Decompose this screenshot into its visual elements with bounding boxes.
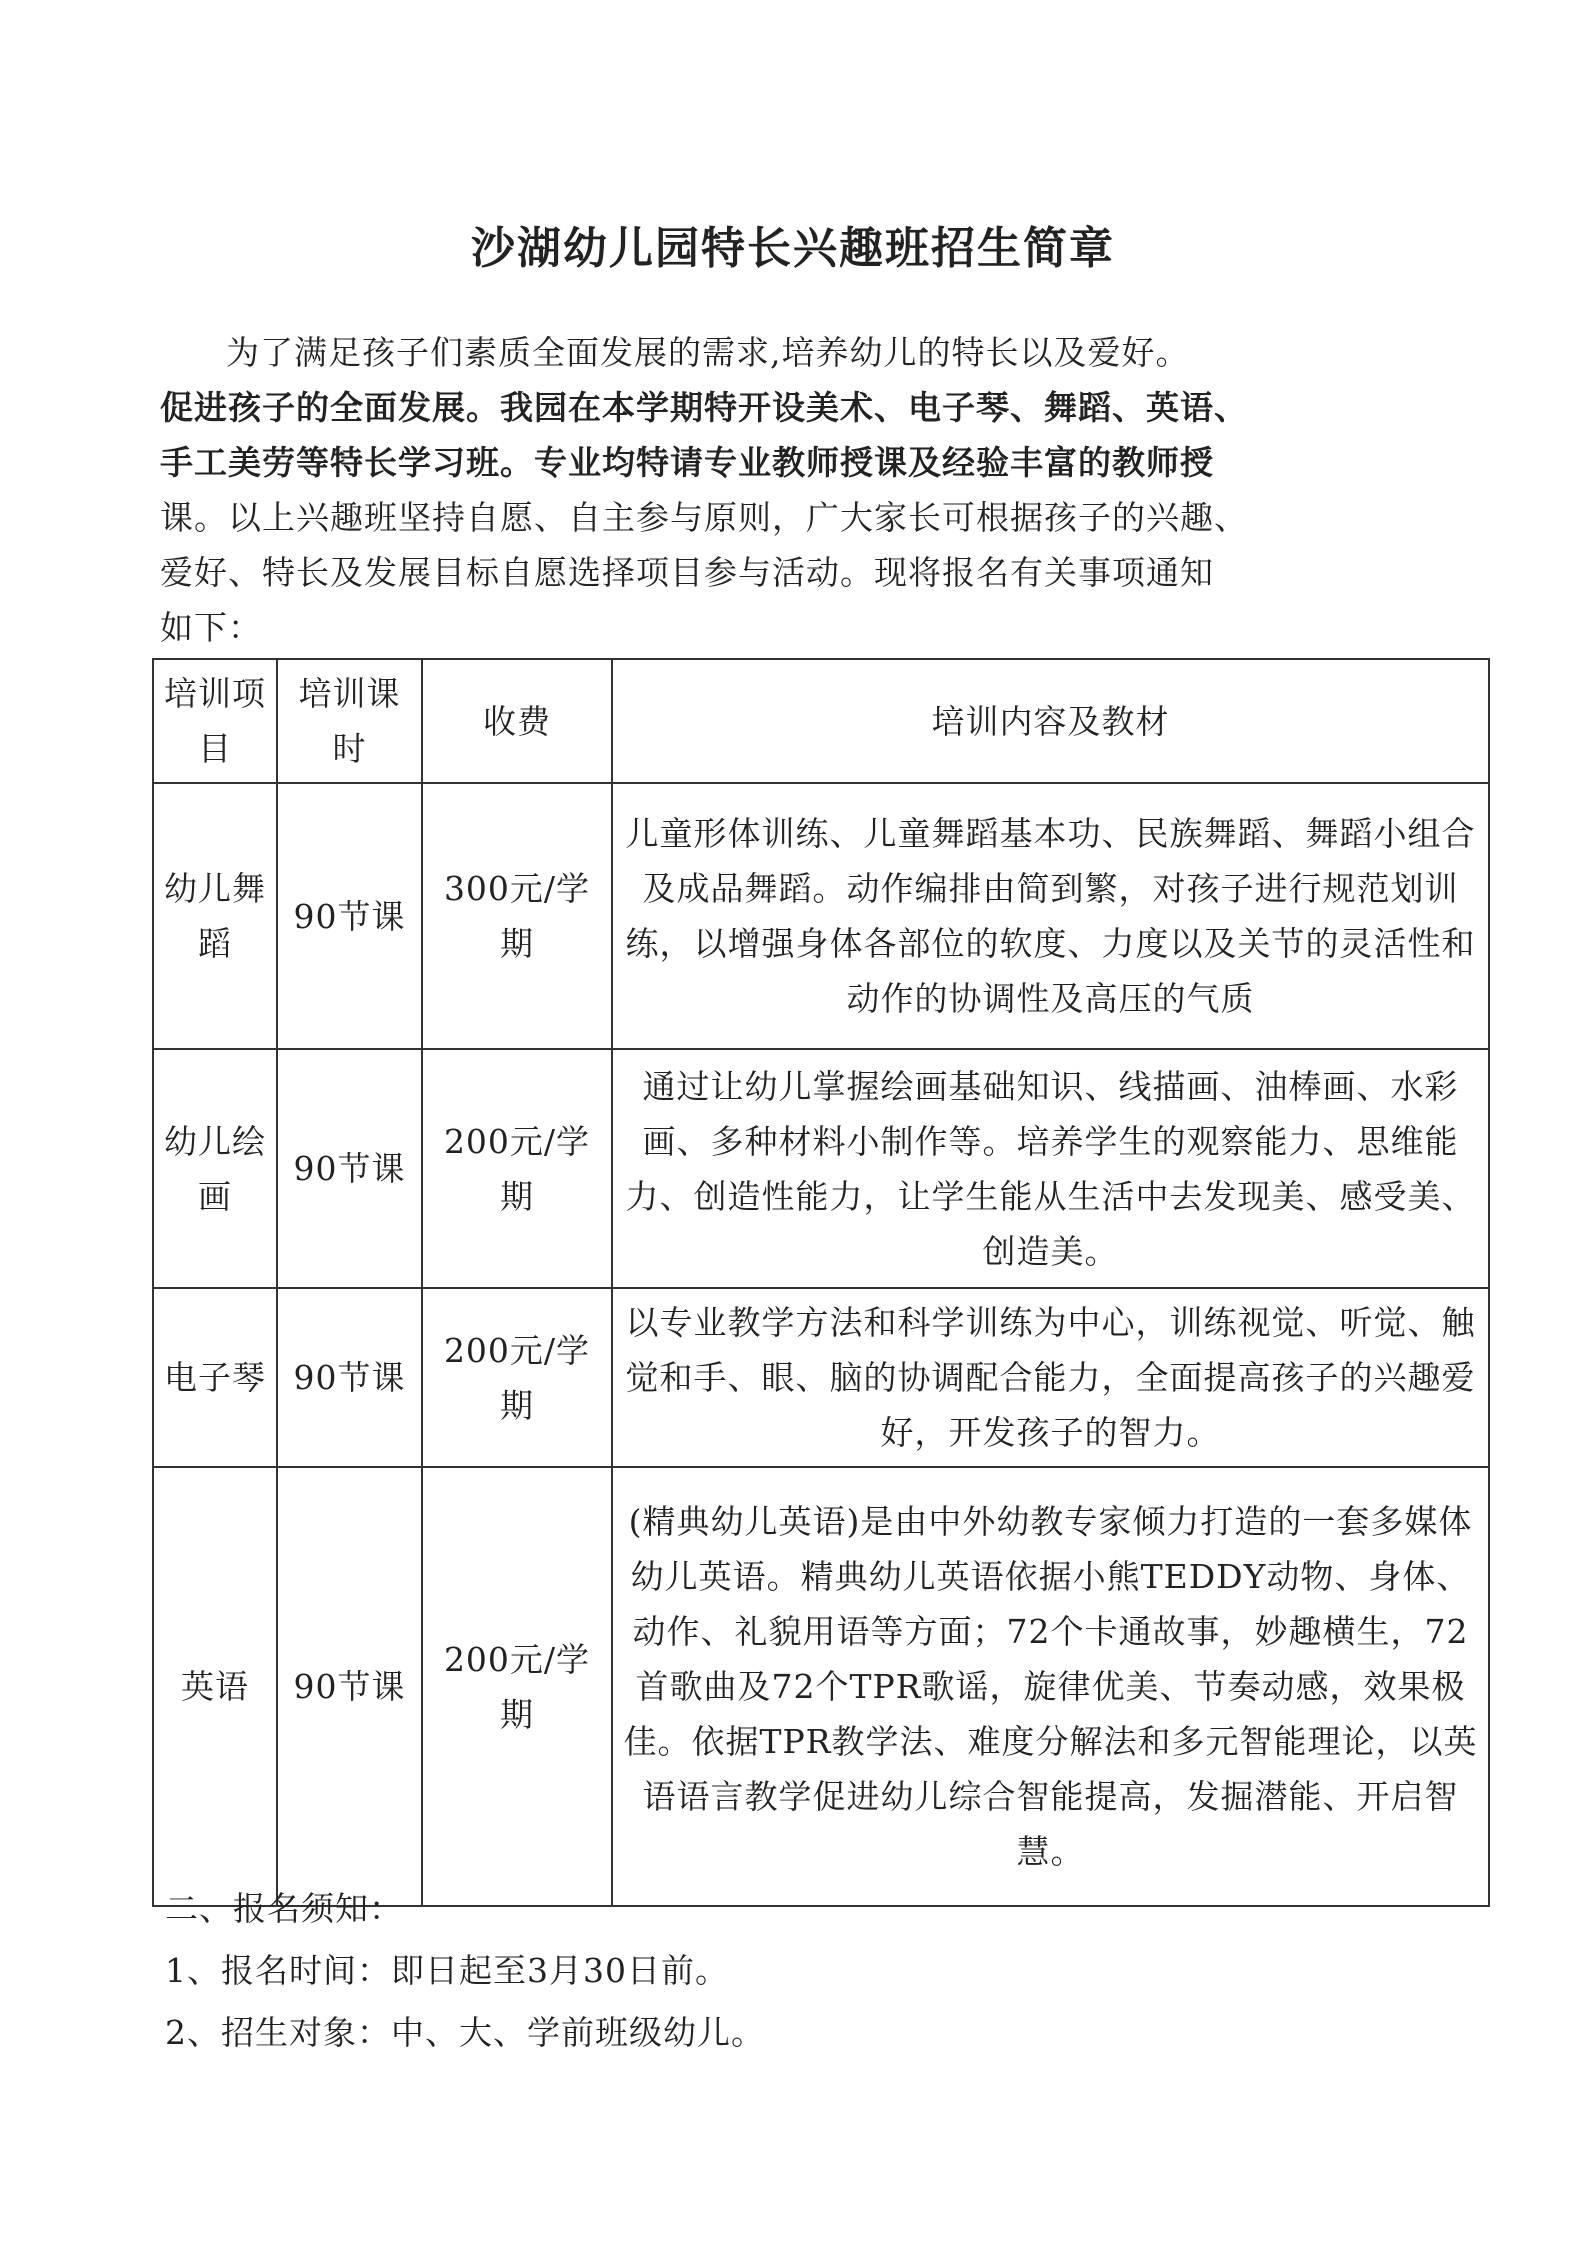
table-row: [153, 1049, 1489, 1288]
intro-line-5: 爱好、特长及发展目标自愿选择项目参与活动。现将报名有关事项通知: [160, 553, 1214, 592]
course-table: [152, 658, 1490, 1907]
header-hours: 培训课时: [277, 659, 422, 783]
cell-fee: 200元/学期: [422, 1288, 612, 1467]
header-fee: 收费: [422, 659, 612, 783]
table-row: [153, 1467, 1489, 1906]
intro-paragraph: [160, 325, 1400, 655]
cell-hours: 90节课: [277, 783, 422, 1049]
cell-project: 英语: [153, 1467, 277, 1906]
intro-line-6: 如下：: [160, 608, 262, 647]
cell-content: 儿童形体训练、儿童舞蹈基本功、民族舞蹈、舞蹈小组合及成品舞蹈。动作编排由简到繁，对孩子进行规范划训练，以增强身体各部位的软度、力度以及关节的灵活性和动作的协调性及高压的气质: [612, 783, 1489, 1049]
cell-fee: 200元/学期: [422, 1467, 612, 1906]
cell-hours: 90节课: [277, 1288, 422, 1467]
cell-fee: 200元/学期: [422, 1049, 612, 1288]
cell-hours: 90节课: [277, 1467, 422, 1906]
header-project: 培训项目: [153, 659, 277, 783]
document-title: 沙湖幼儿园特长兴趣班招生简章: [471, 223, 1115, 274]
table-header-row: [153, 659, 1489, 783]
cell-project: 幼儿绘画: [153, 1049, 277, 1288]
cell-content: (精典幼儿英语)是由中外幼教专家倾力打造的一套多媒体幼儿英语。精典幼儿英语依据小熊TEDDY动物、身体、动作、礼貌用语等方面；72个卡通故事，妙趣横生，72首歌曲及72个TPR歌谣，旋律优美、节奏动感，效果极佳。依据TPR教学法、难度分解法和多元智能理论，以英语语言教学促进幼儿综合智能提高，发掘潜能、开启智慧。: [612, 1467, 1489, 1906]
table-row: [153, 1288, 1489, 1467]
intro-line-2: 促进孩子的全面发展。我园在本学期特开设美术、电子琴、舞蹈、英语、: [160, 388, 1248, 427]
cell-content: 以专业教学方法和科学训练为中心，训练视觉、听觉、触觉和手、眼、脑的协调配合能力，全面提高孩子的兴趣爱好，开发孩子的智力。: [612, 1288, 1489, 1467]
notes-item-time: 1、报名时间：即日起至3月30日前。: [165, 1951, 729, 1990]
table-row: [153, 783, 1489, 1049]
intro-line-3: 手工美劳等特长学习班。专业均特请专业教师授课及经验丰富的教师授: [160, 443, 1214, 482]
cell-project: 电子琴: [153, 1288, 277, 1467]
intro-line-4: 课。以上兴趣班坚持自愿、自主参与原则，广大家长可根据孩子的兴趣、: [160, 498, 1248, 537]
cell-fee: 300元/学期: [422, 783, 612, 1049]
registration-notes: [165, 1878, 1405, 2064]
notes-item-target: 2、招生对象：中、大、学前班级幼儿。: [165, 2013, 765, 2052]
cell-content: 通过让幼儿掌握绘画基础知识、线描画、油棒画、水彩画、多种材料小制作等。培养学生的观察能力、思维能力、创造性能力，让学生能从生活中去发现美、感受美、创造美。: [612, 1049, 1489, 1288]
intro-line-1: 为了满足孩子们素质全面发展的需求,培养幼儿的特长以及爱好。: [226, 333, 1190, 372]
header-content: 培训内容及教材: [612, 659, 1489, 783]
cell-hours: 90节课: [277, 1049, 422, 1288]
cell-project: 幼儿舞蹈: [153, 783, 277, 1049]
notes-heading: 二、报名须知：: [165, 1889, 403, 1928]
